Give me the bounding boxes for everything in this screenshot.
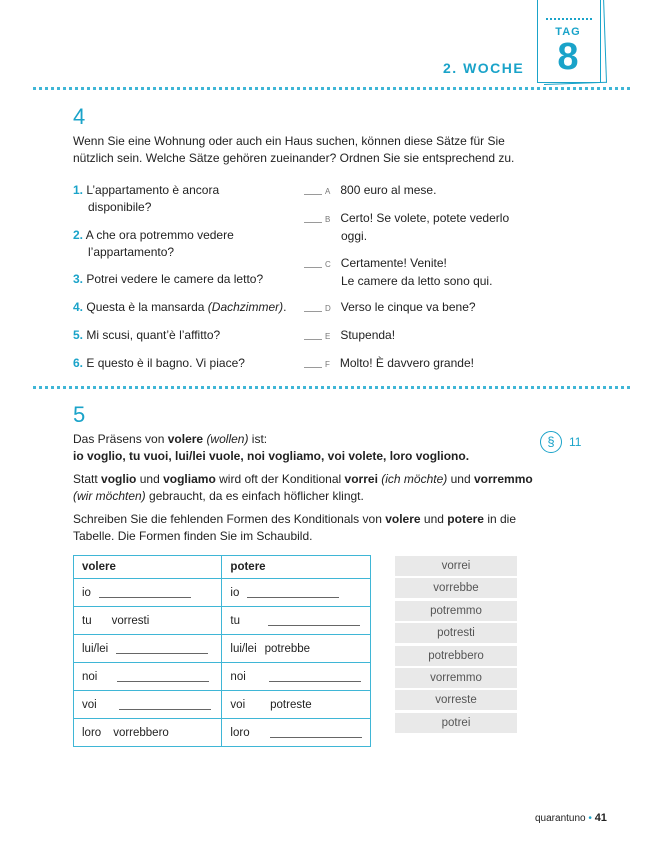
exercise-5-number: 5 xyxy=(73,402,86,427)
answer-text: Molto! È davvero grande! xyxy=(339,356,474,370)
exercise-5-intro xyxy=(73,431,533,465)
page-number: 41 xyxy=(594,812,607,824)
section-divider-middle xyxy=(33,386,630,389)
answer-line[interactable] xyxy=(119,709,211,710)
answer-blank[interactable] xyxy=(304,367,322,368)
answer-blank[interactable] xyxy=(304,339,322,340)
pronoun: tu xyxy=(230,614,241,627)
pronoun: lui/lei xyxy=(82,642,109,655)
tag-dots-divider xyxy=(546,18,592,20)
header-potere: potere xyxy=(222,556,371,579)
exercise-5-note xyxy=(73,471,533,505)
task-text: und xyxy=(423,512,444,526)
question-number: 2. xyxy=(73,228,84,242)
present-forms: io voglio, tu vuoi, lui/lei vuole, noi vogliamo, voi volete, loro vogliono. xyxy=(73,449,470,463)
note-word: vorrei xyxy=(344,472,378,486)
word-bank xyxy=(395,556,517,735)
answer-line[interactable] xyxy=(247,597,339,598)
answer-line[interactable] xyxy=(99,597,191,598)
question-3 xyxy=(73,271,263,288)
tag-label: TAG xyxy=(555,26,581,38)
answer-text: Verso le cinque va bene? xyxy=(340,300,476,314)
question-text: Mi scusi, quant’è l’affitto? xyxy=(86,328,221,342)
pronoun: io xyxy=(230,586,240,599)
task-word: volere xyxy=(385,512,421,526)
word-bank-item: vorremmo xyxy=(395,668,517,688)
pronoun: noi xyxy=(82,670,98,683)
note-word: voglio xyxy=(101,472,137,486)
pronoun: loro xyxy=(82,726,102,739)
question-text: L’appartamento è ancora xyxy=(86,183,220,197)
note-word: vorremmo xyxy=(474,472,533,486)
conjugation-table xyxy=(73,555,371,747)
answer-blank[interactable] xyxy=(304,311,322,312)
given-form: vorrebbero xyxy=(113,726,169,739)
table-row xyxy=(74,635,371,663)
pronoun: tu xyxy=(82,614,92,627)
intro-text-end: ist: xyxy=(251,432,268,446)
answer-letter: D xyxy=(325,304,331,313)
pronoun: lui/lei xyxy=(230,642,257,655)
question-4 xyxy=(73,299,286,316)
answer-letter: C xyxy=(325,260,331,269)
word-bank-item: vorrei xyxy=(395,556,517,576)
question-2 xyxy=(73,227,288,261)
question-number: 6. xyxy=(73,356,84,370)
paragraph-icon[interactable]: § xyxy=(540,431,562,453)
answer-blank[interactable] xyxy=(304,194,322,195)
answer-letter: F xyxy=(325,360,330,369)
answer-line[interactable] xyxy=(269,681,361,682)
question-5 xyxy=(73,327,220,344)
section-divider-top xyxy=(33,87,630,90)
note-text: wird oft der Konditional xyxy=(219,472,342,486)
answer-b xyxy=(304,210,509,245)
word-bank-item: potrebbero xyxy=(395,646,517,666)
given-form: potreste xyxy=(270,698,312,711)
answer-text: Stupenda! xyxy=(340,328,396,342)
answer-text: Certamente! Venite! xyxy=(340,256,447,270)
note-gloss: (ich möchte) xyxy=(381,472,448,486)
table-row xyxy=(74,691,371,719)
answer-letter: A xyxy=(325,187,331,196)
question-text: A che ora potremmo vedere xyxy=(85,228,234,242)
table-row xyxy=(74,607,371,635)
pronoun: voi xyxy=(230,698,246,711)
question-text: Potrei vedere le camere da letto? xyxy=(86,272,264,286)
answer-e xyxy=(304,327,395,345)
pronoun: voi xyxy=(82,698,97,711)
answer-blank[interactable] xyxy=(304,267,322,268)
answer-blank[interactable] xyxy=(304,222,322,223)
pronoun: loro xyxy=(230,726,250,739)
question-gloss: (Dachzimmer) xyxy=(207,300,284,314)
task-word: potere xyxy=(447,512,484,526)
answer-f xyxy=(304,355,474,373)
question-number: 1. xyxy=(73,183,84,197)
answer-a xyxy=(304,182,436,200)
answer-letter: B xyxy=(325,215,331,224)
word-bank-item: vorrebbe xyxy=(395,578,517,598)
intro-text: Das Präsens von xyxy=(73,432,165,446)
note-text: Statt xyxy=(73,472,98,486)
answer-line[interactable] xyxy=(268,625,360,626)
table-row xyxy=(74,579,371,607)
footer-bullet: • xyxy=(588,813,592,824)
exercise-4-number: 4 xyxy=(73,104,86,129)
pronoun: io xyxy=(82,586,91,599)
answer-d xyxy=(304,299,476,317)
question-number: 3. xyxy=(73,272,84,286)
answer-line[interactable] xyxy=(117,681,209,682)
note-word: vogliamo xyxy=(163,472,216,486)
question-number: 5. xyxy=(73,328,84,342)
pronoun: noi xyxy=(230,670,246,683)
intro-gloss: (wollen) xyxy=(206,432,249,446)
task-text: Schreiben Sie die fehlenden Formen des Konditionals von xyxy=(73,512,382,526)
question-text: Questa è la mansarda xyxy=(86,300,205,314)
answer-c xyxy=(304,255,492,290)
answer-text-cont: oggi. xyxy=(341,229,368,243)
question-text-cont: disponibile? xyxy=(88,200,152,214)
header-volere: volere xyxy=(74,556,222,579)
answer-line[interactable] xyxy=(270,737,362,738)
exercise-4-instructions: Wenn Sie eine Wohnung oder auch ein Haus suchen, können diese Sätze für Sie nützlich sein. Welche Sätze gehören zueinander? Ordnen Sie sie entsprechend zu. xyxy=(73,134,515,165)
word-bank-item: potremmo xyxy=(395,601,517,621)
word-bank-item: vorreste xyxy=(395,690,517,710)
table-header-row xyxy=(74,556,371,579)
answer-line[interactable] xyxy=(116,653,208,654)
intro-verb: volere xyxy=(167,432,204,446)
answer-text-cont: Le camere da letto sono qui. xyxy=(341,274,493,288)
grammar-reference: 11 xyxy=(569,435,582,449)
question-6 xyxy=(73,355,245,372)
question-text-cont: l’appartamento? xyxy=(88,245,175,259)
table-row xyxy=(74,719,371,747)
word-bank-item: potresti xyxy=(395,623,517,643)
exercise-5-task xyxy=(73,511,533,545)
table-row xyxy=(74,663,371,691)
word-bank-item: potrei xyxy=(395,713,517,733)
answer-letter: E xyxy=(325,332,331,341)
note-gloss: (wir möchten) xyxy=(73,489,146,503)
question-number: 4. xyxy=(73,300,84,314)
given-form: potrebbe xyxy=(264,642,311,655)
note-text: und xyxy=(450,472,471,486)
task-text: in die Tabelle. Die Formen finden Sie im Schaubild. xyxy=(73,512,517,543)
question-1 xyxy=(73,182,288,216)
answer-text: 800 euro al mese. xyxy=(340,183,437,197)
question-text: E questo è il bagno. Vi piace? xyxy=(86,356,245,370)
answer-text: Certo! Se volete, potete vederlo xyxy=(340,211,510,225)
given-form: vorresti xyxy=(111,614,150,627)
note-text: und xyxy=(139,472,160,486)
question-punct: . xyxy=(283,300,287,314)
page-footer xyxy=(535,812,607,824)
note-text: gebraucht, da es einfach höflicher klingt. xyxy=(149,489,364,503)
week-label: 2. WOCHE xyxy=(443,60,525,76)
page-word: quarantuno xyxy=(535,813,586,824)
tag-number: 8 xyxy=(557,36,579,78)
